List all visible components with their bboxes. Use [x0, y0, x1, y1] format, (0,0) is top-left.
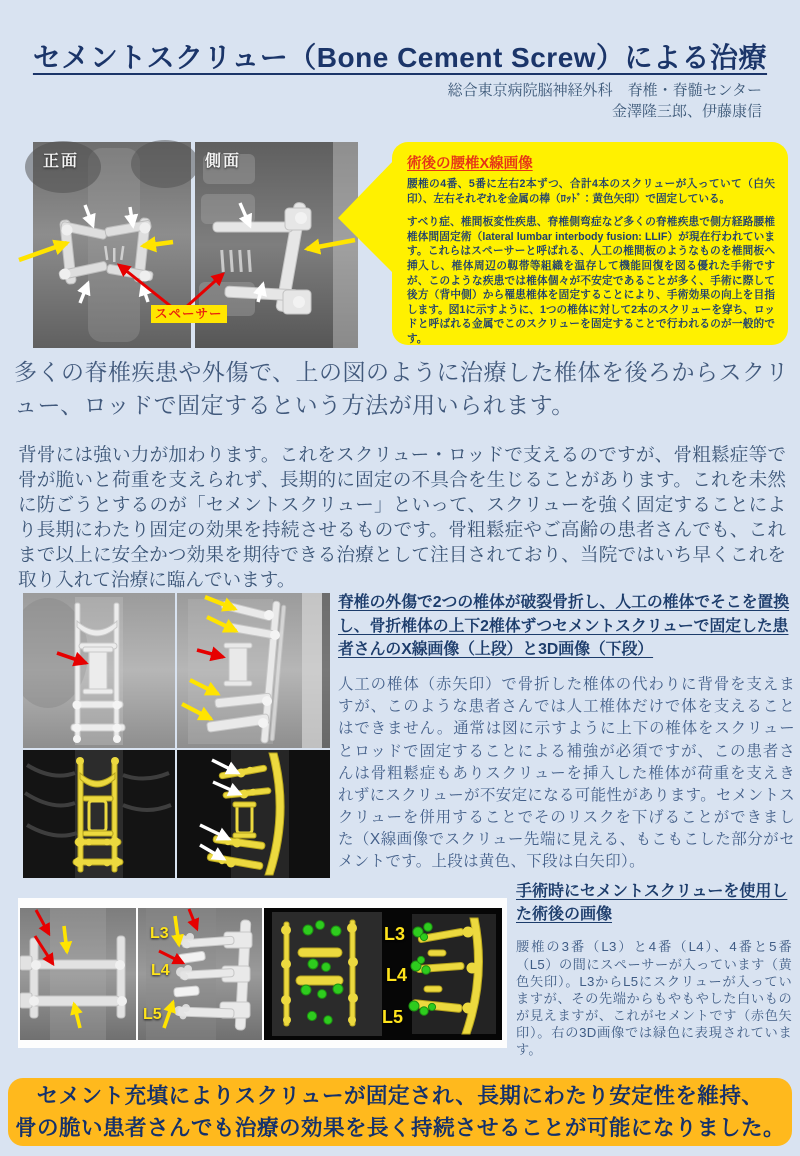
callout-heading: 術後の腰椎X線画像	[407, 156, 533, 172]
callout-pointer-icon	[338, 156, 394, 274]
callout-paragraph-2: すべり症、椎間板変性疾患、脊椎側弯症など多くの脊椎疾患で側方経路腰椎椎体間固定術（lateral lumbar interbody fusion: LLIF）が現在行われています。これらはスペーサーと呼ばれる、人工の椎間板のようなものを椎間板へ挿入し、椎体周辺の靱帯等組織を温存して機能回復を図る優れた手術ですが、このような疾患では椎体個々が不安定であることが多く、手術に際して後方（背中側）から罹患椎体を固定することにより、手術効果の向上を目指します。図1に示すように、1つの椎体に対して2本のスクリューを穿ち、ロッドと呼ばれる金属でこのスクリューを固定することで行われるのが一般的です。	[407, 216, 775, 346]
xray-label-l3: L3	[150, 925, 169, 942]
figure2-illustration	[23, 593, 330, 878]
spacer-tag: スペーサー	[151, 305, 227, 323]
section3-text	[516, 880, 792, 1058]
lead-statement: 多くの脊椎疾患や外傷で、上の図のように治療した椎体を後ろからスクリュー、ロッドで固定するという方法が用いられます。	[14, 359, 790, 418]
figure3-illustration	[20, 908, 502, 1040]
section3-body: 腰椎の3番（L3）と4番（L4）、4番と5番（L5）の間にスペーサーが入っています（黄色矢印）。L3からL5にスクリューが入っていますが、その先端からもやもやした白いものが見えますが、これがセメントです（赤色矢印）。右の3D画像では緑色に表現されています。	[516, 939, 792, 1058]
footer-line-2: 骨の脆い患者さんでも治療の効果を長く持続させることが可能になりました。	[14, 1116, 785, 1140]
callout-paragraph-1: 腰椎の4番、5番に左右2本ずつ、合計4本のスクリューが入っていて（白矢印）、左右それぞれを金属の棒（ﾛｯﾄﾞ：黄色矢印）で固定している。	[407, 178, 775, 205]
xray-label-l5: L5	[143, 1006, 162, 1023]
side-view-label: 側面	[205, 153, 242, 170]
section2-body: 人工の椎体（赤矢印）で骨折した椎体の代わりに背骨を支えますが、このような患者さんでは人工椎体だけで体を支えることはできません。通常は図に示すように上下の椎体をスクリューとロッドで固定することによる補強が必須ですが、この患者さんは骨粗鬆症もありスクリューを挿入した椎体が荷重を支えきれずにスクリューが不安定になる可能性があります。セメントスクリューを併用することでそのリスクを下げることができました（X線画像でスクリュー先端に見える、もこもこした部分がセメントです。上段は黄色、下段は白矢印）。	[338, 676, 795, 871]
threed-label-l4: L4	[386, 965, 408, 985]
figure1-lumbar-xray	[33, 142, 358, 348]
byline	[448, 80, 762, 123]
footer-banner	[8, 1078, 792, 1146]
intro-paragraph: 背骨には強い力が加わります。これをスクリュー・ロッドで支えるのですが、骨粗鬆症等で骨が脆いと荷重を支えられず、長期的に固定の不具合を生じることがあります。これを未然に防ごうとするのが「セメントスクリュー」といって、スクリューを強く固定することにより長期にわたり固定の効果を持続させるものです。骨粗鬆症やご高齢の患者さんでも、これまで以上に安全かつ効果を期待できる治療として注目されており、当院ではいち早くこれを取り入れて治療に臨んでいます。	[18, 444, 786, 591]
section3-heading: 手術時にセメントスクリューを使用した術後の画像	[516, 883, 788, 924]
section2-heading: 脊椎の外傷で2つの椎体が破裂骨折し、人工の椎体でそこを置換し、骨折椎体の上下2椎体ずつセメントスクリューで固定した患者さんのX線画像（上段）と3D画像（下段）	[338, 594, 790, 659]
front-view-label: 正面	[43, 153, 80, 170]
byline-organization: 総合東京病院脳神経外科 脊椎・脊髄センター	[447, 82, 762, 99]
page-title: セメントスクリュー（Bone Cement Screw）による治療	[32, 42, 768, 73]
xray-label-l4: L4	[151, 962, 170, 979]
figure2-trauma-case	[23, 593, 330, 878]
section2-text	[338, 591, 795, 874]
figure3-cement-screw-case	[20, 908, 502, 1040]
byline-authors: 金澤隆三郎、伊藤康信	[611, 103, 762, 121]
threed-label-l3: L3	[384, 924, 406, 944]
callout-box	[392, 142, 788, 345]
footer-line-1: セメント充填によりスクリューが固定され、長期にわたり安定性を維持、	[36, 1083, 764, 1108]
threed-label-l5: L5	[382, 1007, 404, 1027]
